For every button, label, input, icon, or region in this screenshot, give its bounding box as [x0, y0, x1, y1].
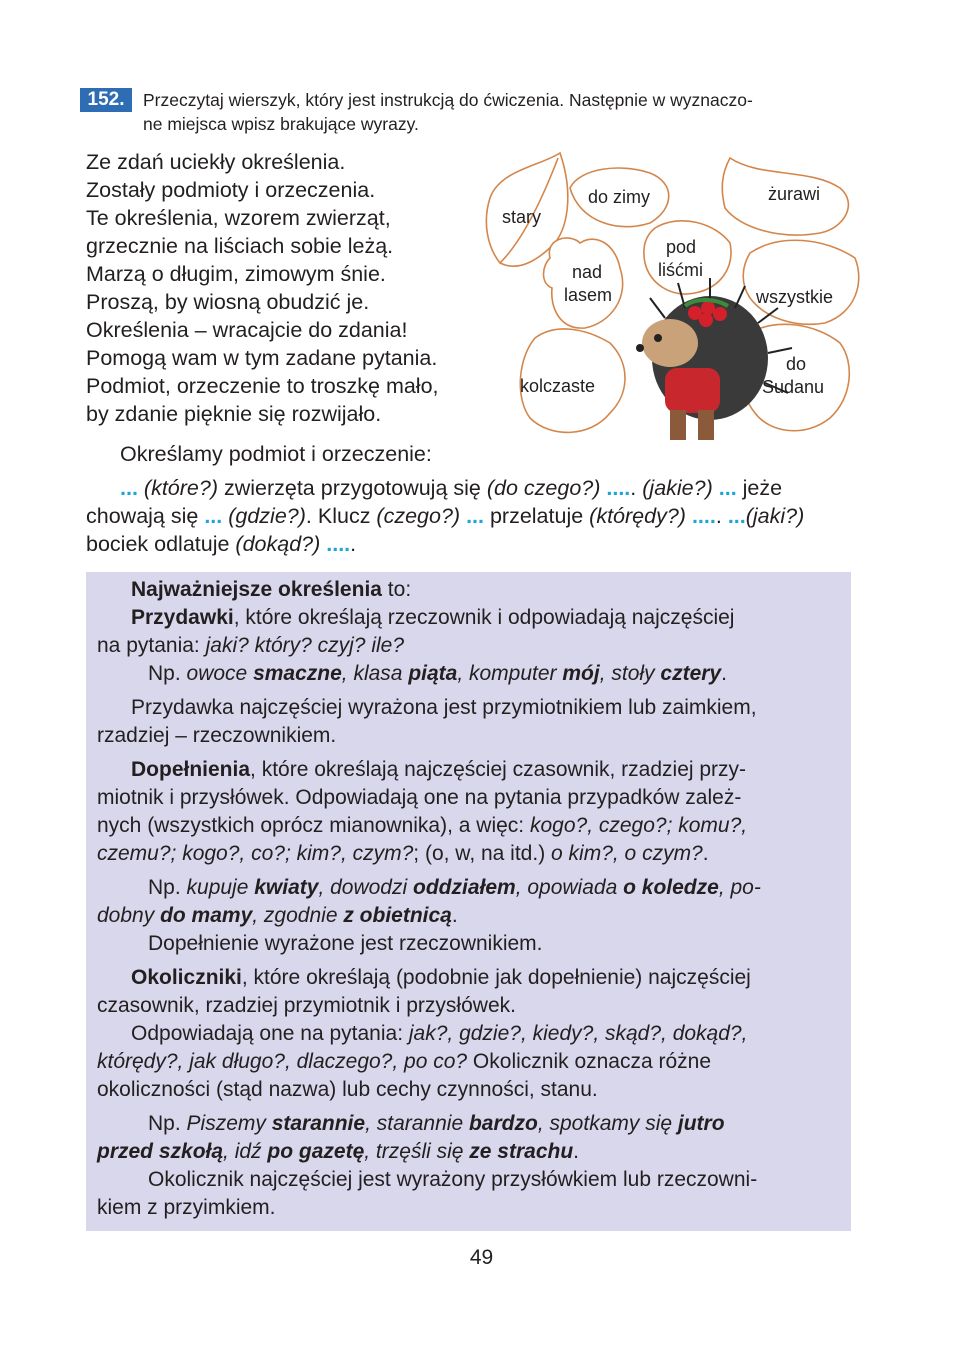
okoliczniki-line-3: Odpowiadają one na pytania: jak?, gdzie?, kiedy?, skąd?, dokąd?,: [131, 1022, 748, 1045]
okoliczniki-line-2: czasownik, rzadziej przymiotnik i przysłówek.: [97, 994, 516, 1017]
question: (dokąd?): [235, 532, 321, 556]
word-liscmi: liśćmi: [658, 260, 703, 280]
blank: ...: [727, 504, 746, 528]
task-line-2: [86, 504, 804, 529]
poem-line: Ze zdań uciekły określenia.: [86, 150, 346, 174]
przydawki-example: Np. owoce smaczne, klasa piąta, komputer mój, stoły cztery.: [148, 662, 727, 685]
przydawki-line-1: Przydawki, które określają rzeczownik i odpowiadają najczęściej: [131, 606, 735, 629]
leaf-nad-lasem: [544, 238, 623, 328]
text: .: [630, 476, 637, 500]
dopelnienia-example-line-1: Np. kupuje kwiaty, dowodzi oddziałem, opowiada o koledze, po-: [148, 876, 761, 899]
poem-line: grzecznie na liściach sobie leżą.: [86, 234, 394, 258]
przydawki-line-2: na pytania: jaki? który? czyj? ile?: [97, 634, 405, 657]
question: (jakie?): [642, 476, 713, 500]
okoliczniki-example-line-2: przed szkołą, idź po gazetę, trzęśli się ze strachu.: [97, 1140, 580, 1163]
text: przelatuje: [483, 504, 590, 528]
przydawki-note-line-1: Przydawka najczęściej wyrażona jest przymiotnikiem lub zaimkiem,: [131, 696, 757, 719]
blank: ...: [718, 476, 737, 500]
exercise-number-badge: 152.: [80, 88, 132, 112]
text: zwierzęta przygotowują się: [217, 476, 487, 500]
leaf-pod-liscmi: [644, 221, 731, 294]
poem-line: by zdanie pięknie się rozwijało.: [86, 402, 382, 426]
blank: ....: [606, 476, 631, 500]
dopelnienia-note: Dopełnienie wyrażone jest rzeczownikiem.: [148, 932, 543, 955]
okoliczniki-line-1: Okoliczniki, które określają (podobnie jak dopełnienie) najczęściej: [131, 966, 751, 989]
text: .: [715, 504, 722, 528]
poem-line: Proszą, by wiosną obudzić je.: [86, 290, 370, 314]
dopelnienia-example-line-2: dobny do mamy, zgodnie z obietnicą.: [97, 904, 458, 927]
word-pod: pod: [666, 237, 697, 257]
dopelnienia-line-2: miotnik i przysłówek. Odpowiadają one na pytania przypadków zależ-: [97, 786, 742, 809]
blank: ...: [466, 504, 484, 528]
blank: ....: [691, 504, 716, 528]
text: bociek odlatuje: [86, 532, 236, 556]
question: (do czego?): [486, 476, 601, 500]
blank: ...: [120, 476, 138, 500]
poem-line: Zostały podmioty i orzeczenia.: [86, 178, 376, 202]
word-kolczaste: kolczaste: [520, 376, 596, 396]
leaf-wszystkie: [743, 240, 859, 324]
question: (jaki?): [745, 504, 805, 528]
word-sudanu: Sudanu: [762, 377, 825, 397]
poem-line: Określenia – wracajcie do zdania!: [86, 318, 408, 342]
okoliczniki-example-line-1: Np. Piszemy starannie, starannie bardzo, spotkamy się jutro: [148, 1112, 725, 1135]
question: (które?): [143, 476, 218, 500]
dopelnienia-line-4: czemu?; kogo?, co?; kim?, czym?; (o, w, na itd.) o kim?, o czym?.: [97, 842, 709, 865]
text: . Klucz: [305, 504, 377, 528]
question: (którędy?): [589, 504, 686, 528]
text: chowają się: [86, 504, 205, 528]
word-nad: nad: [572, 262, 603, 282]
przydawki-note-line-2: rzadziej – rzeczownikiem.: [97, 724, 337, 747]
word-wszystkie: wszystkie: [756, 287, 834, 307]
okoliczniki-line-4: którędy?, jak długo?, dlaczego?, po co? Okolicznik oznacza różne: [97, 1050, 712, 1073]
poem-line: Marzą o długim, zimowym śnie.: [86, 262, 386, 286]
exercise-instruction-line-2: ne miejsca wpisz brakujące wyrazy.: [143, 114, 419, 134]
poem-line: Pomogą wam w tym zadane pytania.: [86, 346, 438, 370]
word-do: do: [786, 354, 807, 374]
word-stary: stary: [502, 207, 542, 227]
text: jeże: [736, 476, 783, 500]
theory-title: Najważniejsze określenia to:: [131, 578, 412, 601]
question: (gdzie?): [228, 504, 306, 528]
okoliczniki-note-line-1: Okolicznik najczęściej jest wyrażony przysłówkiem lub rzeczowni-: [148, 1168, 758, 1191]
text: .: [350, 532, 357, 556]
exercise-instruction-line-1: Przeczytaj wierszyk, który jest instrukcją do ćwiczenia. Następnie w wyznaczo-: [143, 90, 753, 110]
leaves-hedgehog-illustration: [480, 148, 865, 448]
word-lasem: lasem: [564, 285, 613, 305]
task-line-1: [120, 476, 782, 501]
poem-line: Te określenia, wzorem zwierząt,: [86, 206, 391, 230]
task-intro: Określamy podmiot i orzeczenie:: [120, 442, 432, 466]
poem-line: Podmiot, orzeczenie to troszkę mało,: [86, 374, 439, 398]
task-line-3: [86, 532, 356, 557]
okoliczniki-line-5: okoliczności (stąd nazwa) lub cechy czynności, stanu.: [97, 1078, 598, 1101]
blank: ...: [204, 504, 223, 528]
page-number: 49: [469, 1246, 494, 1269]
word-zurawi: żurawi: [768, 184, 821, 204]
blank: ....: [326, 532, 351, 556]
dopelnienia-line-1: Dopełnienia, które określają najczęściej czasownik, rzadziej przy-: [131, 758, 747, 781]
word-do-zimy: do zimy: [588, 187, 651, 207]
dopelnienia-line-3: nych (wszystkich oprócz mianownika), a więc: kogo?, czego?; komu?,: [97, 814, 748, 837]
question: (czego?): [376, 504, 461, 528]
okoliczniki-note-line-2: kiem z przyimkiem.: [97, 1196, 276, 1219]
